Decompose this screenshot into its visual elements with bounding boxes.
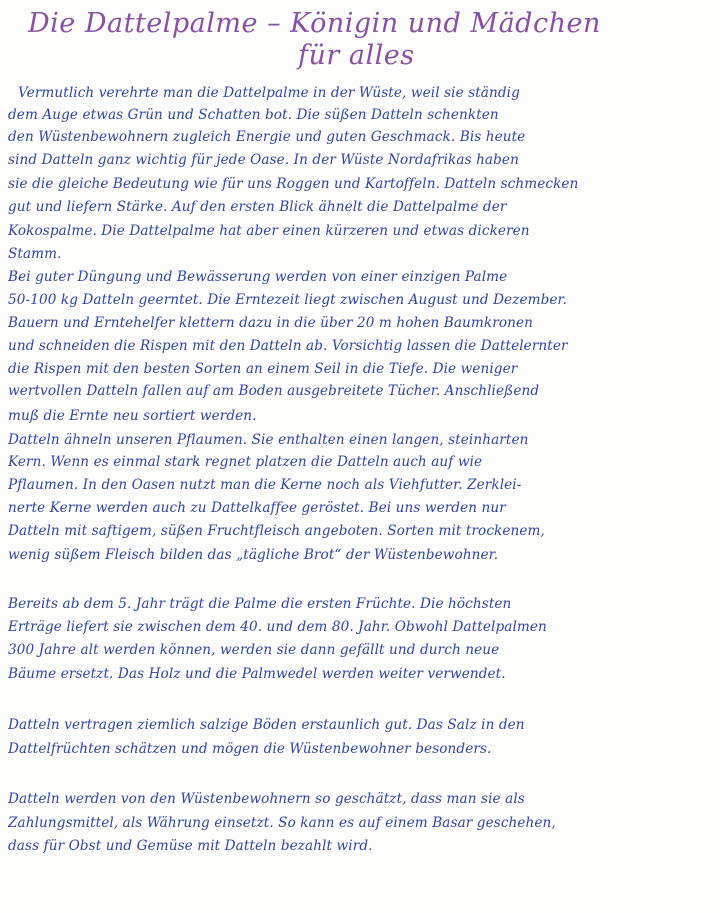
- text-line-17: Kern. Wenn es einmal stark regnet platzen die Datteln auch auf wie: [8, 454, 483, 470]
- text-line-26: Datteln vertragen ziemlich salzige Böden erstaunlich gut. Das Salz in den: [8, 717, 525, 733]
- text-line-14: wertvollen Datteln fallen auf am Boden ausgebreitete Tücher. Anschließend: [8, 383, 540, 399]
- text-line-6: gut und liefern Stärke. Auf den ersten Blick ähnelt die Dattelpalme der: [8, 199, 507, 215]
- text-line-19: nerte Kerne werden auch zu Dattelkaffee geröstet. Bei uns werden nur: [8, 500, 506, 516]
- text-line-10: 50-100 kg Datteln geerntet. Die Erntezeit liegt zwischen August und Dezember.: [8, 292, 568, 308]
- text-line-5: sie die gleiche Bedeutung wie für uns Roggen und Kartoffeln. Datteln schmecken: [8, 176, 579, 192]
- text-line-28: Datteln werden von den Wüstenbewohnern so geschätzt, dass man sie als: [8, 791, 525, 807]
- text-line-9: Bei guter Düngung und Bewässerung werden von einer einzigen Palme: [8, 269, 508, 285]
- title-line-2: für alles: [298, 40, 415, 71]
- text-line-2: dem Auge etwas Grün und Schatten bot. Die süßen Datteln schenkten: [8, 107, 499, 123]
- text-line-25: Bäume ersetzt. Das Holz und die Palmwedel werden weiter verwendet.: [8, 666, 506, 682]
- text-line-1: Vermutlich verehrte man die Dattelpalme in der Wüste, weil sie ständig: [18, 85, 520, 101]
- text-line-15: muß die Ernte neu sortiert werden.: [8, 408, 257, 424]
- text-line-11: Bauern und Erntehelfer klettern dazu in die über 20 m hohen Baumkronen: [8, 315, 533, 331]
- text-line-7: Kokospalme. Die Dattelpalme hat aber einen kürzeren und etwas dickeren: [8, 223, 530, 239]
- title-line-1: Die Dattelpalme – Königin und Mädchen: [28, 8, 601, 39]
- text-line-8: Stamm.: [8, 246, 62, 262]
- text-line-4: sind Datteln ganz wichtig für jede Oase. In der Wüste Nordafrikas haben: [8, 152, 519, 168]
- text-line-20: Datteln mit saftigem, süßen Fruchtfleisch angeboten. Sorten mit trockenem,: [8, 523, 545, 539]
- text-line-16: Datteln ähneln unseren Pflaumen. Sie enthalten einen langen, steinharten: [8, 432, 529, 448]
- text-line-29: Zahlungsmittel, als Währung einsetzt. So kann es auf einem Basar geschehen,: [8, 815, 556, 831]
- text-line-30: dass für Obst und Gemüse mit Datteln bezahlt wird.: [8, 838, 373, 854]
- text-line-21: wenig süßem Fleisch bilden das „tägliche Brot“ der Wüstenbewohner.: [8, 547, 499, 563]
- text-line-12: und schneiden die Rispen mit den Datteln ab. Vorsichtig lassen die Dattelernter: [8, 338, 568, 354]
- text-line-23: Erträge liefert sie zwischen dem 40. und dem 80. Jahr. Obwohl Dattelpalmen: [8, 619, 547, 635]
- text-line-27: Dattelfrüchten schätzen und mögen die Wüstenbewohner besonders.: [8, 741, 492, 757]
- text-line-13: die Rispen mit den besten Sorten an einem Seil in die Tiefe. Die weniger: [8, 361, 518, 377]
- text-line-24: 300 Jahre alt werden können, werden sie dann gefällt und durch neue: [8, 642, 500, 658]
- text-line-22: Bereits ab dem 5. Jahr trägt die Palme die ersten Früchte. Die höchsten: [8, 596, 512, 612]
- text-line-3: den Wüstenbewohnern zugleich Energie und guten Geschmack. Bis heute: [8, 129, 526, 145]
- text-line-18: Pflaumen. In den Oasen nutzt man die Kerne noch als Viehfutter. Zerklei-: [8, 477, 522, 493]
